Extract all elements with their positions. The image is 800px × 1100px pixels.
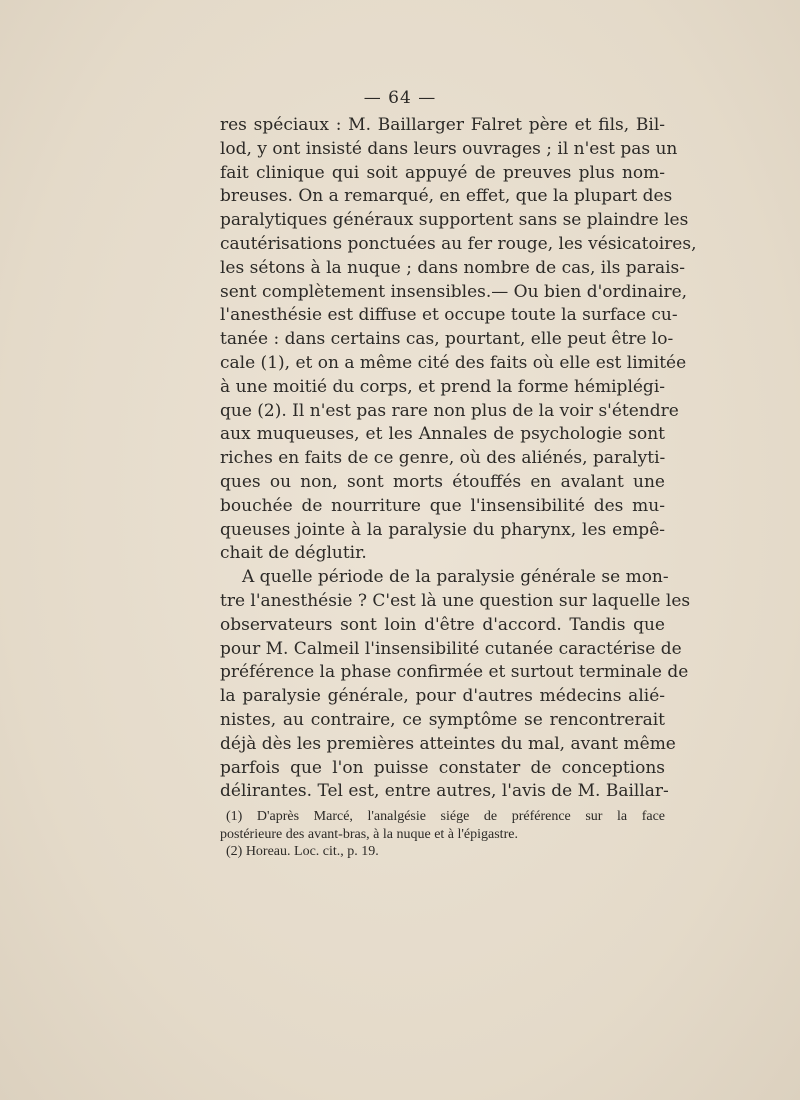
- text-line: res spéciaux : M. Baillarger Falret père et fils, Bil-: [220, 115, 665, 135]
- footnotes: [220, 808, 665, 861]
- text-line: breuses. On a remarqué, en effet, que la plupart des: [220, 186, 673, 207]
- footnote: (2) Horeau. Loc. cit., p. 19.: [226, 844, 379, 859]
- text-line: tre l'anesthésie ? C'est là une question sur laquelle les: [220, 590, 691, 611]
- text-line: parfois que l'on puisse constater de conceptions: [220, 757, 665, 778]
- text-line: observateurs sont loin d'être d'accord. Tandis que: [220, 614, 665, 635]
- page-number: — 64 —: [363, 88, 437, 108]
- text-line: fait clinique qui soit appuyé de preuves plus nom-: [220, 162, 665, 183]
- text-line: préférence la phase confirmée et surtout terminale de: [220, 662, 689, 683]
- text-line: cautérisations ponctuées au fer rouge, les vésicatoires,: [220, 233, 697, 254]
- text-line: la paralysie générale, pour d'autres médecins alié-: [220, 686, 665, 707]
- text-line: sent complètement insensibles.— Ou bien d'ordinaire,: [220, 281, 688, 302]
- text-line: paralytiques généraux supportent sans se plaindre les: [220, 210, 689, 231]
- text-line: riches en faits de ce genre, où des aliénés, paralyti-: [220, 448, 666, 469]
- text-line: déjà dès les premières atteintes du mal, avant même: [220, 733, 676, 754]
- text-line: que (2). Il n'est pas rare non plus de la voir s'étendre: [220, 400, 679, 421]
- body-text: [220, 114, 697, 804]
- text-line: chait de déglutir.: [220, 543, 367, 564]
- text-line: les sétons à la nuque ; dans nombre de cas, ils parais-: [220, 257, 685, 278]
- text-line: à une moitié du corps, et prend la forme hémiplégi-: [220, 376, 665, 397]
- text-line: délirantes. Tel est, entre autres, l'avis de M. Baillar-: [220, 781, 669, 802]
- text-line: tanée : dans certains cas, pourtant, elle peut être lo-: [220, 329, 674, 350]
- footnote: (1) D'après Marcé, l'analgésie siége de préférence sur la face: [226, 809, 665, 824]
- footnote: postérieure des avant-bras, à la nuque et à l'épigastre.: [220, 826, 518, 842]
- text-line: queuses jointe à la paralysie du pharynx, les empê-: [220, 519, 665, 540]
- text-line: ques ou non, sont morts étouffés en avalant une: [220, 471, 665, 492]
- text-line: pour M. Calmeil l'insensibilité cutanée caractérise de: [220, 638, 682, 659]
- text-line: cale (1), et on a même cité des faits où elle est limitée: [220, 352, 687, 373]
- text-line: l'anesthésie est diffuse et occupe toute la surface cu-: [220, 305, 678, 326]
- text-line: aux muqueuses, et les Annales de psychologie sont: [220, 424, 665, 445]
- text-line: A quelle période de la paralysie générale se mon-: [242, 567, 669, 588]
- text-line: bouchée de nourriture que l'insensibilité des mu-: [220, 495, 665, 516]
- text-line: nistes, au contraire, ce symptôme se rencontrerait: [220, 709, 665, 730]
- text-line: lod, y ont insisté dans leurs ouvrages ; il n'est pas un: [220, 138, 678, 159]
